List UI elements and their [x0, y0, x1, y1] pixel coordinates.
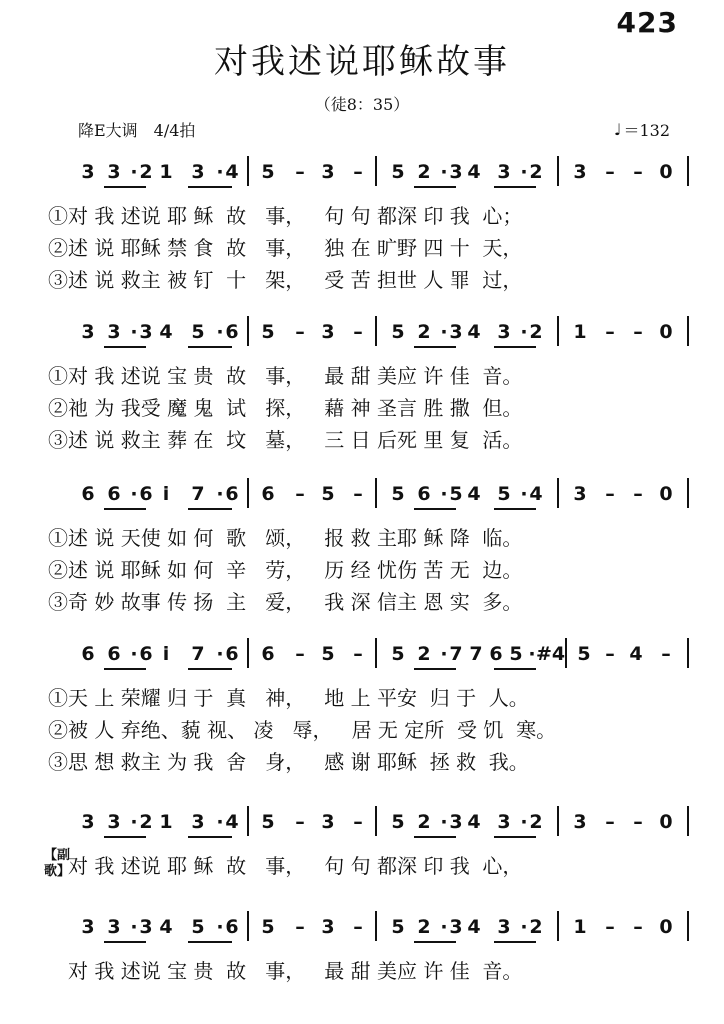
note: 3	[81, 161, 95, 183]
note: 4	[159, 321, 173, 343]
lyric-text: ①天 上 荣耀 归 于 真 神， 地 上 平安 归 于 人。	[48, 686, 529, 710]
dash: –	[633, 321, 643, 343]
note: 3	[81, 811, 95, 833]
lyric-text: ①对 我 述说 耶 稣 故 事， 句 句 都深 印 我 心；	[48, 204, 523, 228]
beam-underline	[104, 836, 146, 838]
dot: ·	[520, 321, 528, 343]
beam-underline	[414, 346, 456, 348]
lyric-text: ③思 想 救主 为 我 舍 身， 感 谢 耶稣 拯 救 我。	[48, 750, 529, 774]
hymn-number: 423	[616, 6, 678, 39]
quarter-note-icon: ♩	[613, 120, 622, 139]
beam-underline	[494, 508, 536, 510]
dash: –	[295, 483, 305, 505]
note: 4	[529, 483, 543, 505]
bar-line	[687, 156, 689, 186]
note: 6	[225, 916, 239, 938]
note: 6	[107, 643, 121, 665]
dot: ·	[520, 811, 528, 833]
lyric-text: ③述 说 救主 被 钉 十 架， 受 苦 担世 人 罪 过，	[48, 268, 523, 292]
dash: –	[633, 161, 643, 183]
dot: ·	[130, 483, 138, 505]
note: 3	[497, 161, 511, 183]
bar-line	[687, 316, 689, 346]
dash: –	[605, 483, 615, 505]
note: 6	[261, 643, 275, 665]
note: 1	[573, 916, 587, 938]
bar-line	[557, 911, 559, 941]
dash: –	[295, 643, 305, 665]
dot: ·	[520, 161, 528, 183]
note: 5	[391, 643, 405, 665]
dash: –	[661, 643, 671, 665]
beam-underline	[414, 836, 456, 838]
lyric-text: 对 我 述说 宝 贵 故 事， 最 甜 美应 许 佳 音。	[68, 959, 523, 983]
note: 3	[449, 321, 463, 343]
note: 4	[225, 161, 239, 183]
note: 3	[573, 811, 587, 833]
note: 2	[417, 321, 431, 343]
note: 7	[191, 483, 205, 505]
dot: ·	[440, 643, 448, 665]
lyric-text: 对 我 述说 耶 稣 故 事， 句 句 都深 印 我 心，	[68, 854, 523, 878]
bar-line	[375, 316, 377, 346]
tempo-value: ＝132	[623, 121, 670, 140]
notation-line	[0, 482, 724, 516]
note: 7	[449, 643, 463, 665]
beam-underline	[414, 186, 456, 188]
beam-underline	[188, 508, 232, 510]
dot: ·	[440, 321, 448, 343]
note: 5	[391, 483, 405, 505]
beam-underline	[188, 941, 232, 943]
dash: –	[605, 321, 615, 343]
dot: ·	[130, 643, 138, 665]
dash: –	[295, 811, 305, 833]
note: 0	[659, 811, 673, 833]
dot: ·	[216, 321, 224, 343]
note: 3	[497, 916, 511, 938]
dot: ·	[216, 643, 224, 665]
dash: –	[605, 916, 615, 938]
note: 4	[467, 916, 481, 938]
beam-underline	[104, 186, 146, 188]
lyric-text: ②述 说 耶稣 禁 食 故 事， 独 在 旷野 四 十 天，	[48, 236, 523, 260]
beam-underline	[104, 668, 146, 670]
beam-underline	[494, 346, 536, 348]
note: 6	[489, 643, 503, 665]
lyric-text: ②被 人 弃绝、藐 视、 凌 辱， 居 无 定所 受 饥 寒。	[48, 718, 557, 742]
dash: –	[353, 916, 363, 938]
note: 5	[391, 916, 405, 938]
note: 5	[191, 321, 205, 343]
bar-line	[247, 156, 249, 186]
note: 4	[159, 916, 173, 938]
note: i	[162, 643, 170, 665]
bar-line	[557, 806, 559, 836]
dot: ·	[130, 321, 138, 343]
beam-underline	[414, 941, 456, 943]
bar-line	[247, 478, 249, 508]
dot: ·	[216, 161, 224, 183]
dot: ·	[520, 483, 528, 505]
note: 5	[261, 916, 275, 938]
beam-underline	[104, 346, 146, 348]
note: 3	[497, 321, 511, 343]
lyric-text: ①对 我 述说 宝 贵 故 事， 最 甜 美应 许 佳 音。	[48, 364, 523, 388]
note: 3	[191, 161, 205, 183]
beam-underline	[188, 346, 232, 348]
bar-line	[687, 911, 689, 941]
key-meter: 降E大调 4/4拍	[78, 121, 196, 140]
note: 2	[417, 643, 431, 665]
note: 1	[573, 321, 587, 343]
dash: –	[353, 161, 363, 183]
note: 0	[659, 483, 673, 505]
dot: ·	[440, 811, 448, 833]
note: 1	[159, 811, 173, 833]
dot: ·	[130, 811, 138, 833]
note: 3	[139, 321, 153, 343]
bar-line	[247, 911, 249, 941]
note: 5	[321, 483, 335, 505]
page-title: 对我述说耶稣故事	[214, 42, 510, 82]
dash: –	[353, 643, 363, 665]
beam-underline	[494, 941, 536, 943]
beam-underline	[188, 836, 232, 838]
dash: –	[353, 321, 363, 343]
note: 5	[391, 161, 405, 183]
note: 3	[449, 161, 463, 183]
note: 1	[159, 161, 173, 183]
lyric-text: ③述 说 救主 葬 在 坟 墓， 三 日 后死 里 复 活。	[48, 428, 523, 452]
dash: –	[633, 811, 643, 833]
note: 2	[417, 161, 431, 183]
note: 2	[417, 811, 431, 833]
note: 7	[469, 643, 483, 665]
note: 6	[417, 483, 431, 505]
note: 3	[191, 811, 205, 833]
dash: –	[605, 161, 615, 183]
dash: –	[605, 811, 615, 833]
note: 2	[417, 916, 431, 938]
lyric-text: ①述 说 天使 如 何 歌 颂， 报 救 主耶 稣 降 临。	[48, 526, 523, 550]
note: 5	[261, 811, 275, 833]
dot: ·	[130, 916, 138, 938]
note: 3	[107, 161, 121, 183]
note: 3	[321, 321, 335, 343]
note: 6	[139, 643, 153, 665]
bar-line	[557, 156, 559, 186]
dot: ·	[440, 483, 448, 505]
notation-line	[0, 320, 724, 354]
note: 3	[107, 321, 121, 343]
note: 3	[139, 916, 153, 938]
bar-line	[565, 638, 567, 668]
dash: –	[633, 483, 643, 505]
note: 3	[107, 916, 121, 938]
notation-line	[0, 915, 724, 949]
note: 5	[391, 811, 405, 833]
bar-line	[247, 638, 249, 668]
note: 4	[467, 811, 481, 833]
dot: ·	[216, 483, 224, 505]
note: 2	[529, 916, 543, 938]
note: 4	[467, 161, 481, 183]
dash: –	[353, 483, 363, 505]
note: 5	[191, 916, 205, 938]
note: 5	[449, 483, 463, 505]
note: 5	[509, 643, 523, 665]
tempo-marking	[614, 118, 670, 141]
beam-underline	[104, 508, 146, 510]
note: 6	[107, 483, 121, 505]
note: 5	[261, 161, 275, 183]
lyric-text: ③奇 妙 故事 传 扬 主 爱， 我 深 信主 恩 实 多。	[48, 590, 523, 614]
bar-line	[557, 316, 559, 346]
notation-line	[0, 160, 724, 194]
dash: –	[295, 161, 305, 183]
note: 2	[139, 161, 153, 183]
dot: ·	[520, 916, 528, 938]
bar-line	[375, 911, 377, 941]
bar-line	[375, 806, 377, 836]
note: 4	[467, 483, 481, 505]
note: 2	[529, 811, 543, 833]
note: 5	[321, 643, 335, 665]
note: 0	[659, 161, 673, 183]
note: 3	[573, 161, 587, 183]
beam-underline	[494, 836, 536, 838]
note: i	[162, 483, 170, 505]
note: 2	[529, 161, 543, 183]
note: 6	[225, 321, 239, 343]
dash: –	[605, 643, 615, 665]
bar-line	[375, 156, 377, 186]
beam-underline	[494, 186, 536, 188]
note: 4	[629, 643, 643, 665]
note: 6	[81, 643, 95, 665]
note: 3	[573, 483, 587, 505]
beam-underline	[494, 668, 536, 670]
bar-line	[687, 806, 689, 836]
note: 4	[225, 811, 239, 833]
note: 2	[139, 811, 153, 833]
bar-line	[687, 638, 689, 668]
beam-underline	[188, 186, 232, 188]
note: 5	[497, 483, 511, 505]
note: 6	[225, 643, 239, 665]
chorus-label: 【副歌】	[44, 848, 71, 879]
dot: ·	[216, 916, 224, 938]
lyric-text: ②述 说 耶稣 如 何 辛 劳， 历 经 忧伤 苦 无 边。	[48, 558, 523, 582]
note: 2	[529, 321, 543, 343]
note: 6	[81, 483, 95, 505]
bar-line	[375, 638, 377, 668]
note: 7	[191, 643, 205, 665]
bar-line	[247, 316, 249, 346]
lyric-text: ②祂 为 我受 魔 鬼 试 探， 藉 神 圣言 胜 撒 但。	[48, 396, 523, 420]
bar-line	[687, 478, 689, 508]
note: 3	[321, 916, 335, 938]
note: 4	[467, 321, 481, 343]
notation-line	[0, 642, 724, 676]
bar-line	[375, 478, 377, 508]
note: 3	[107, 811, 121, 833]
note: 3	[449, 811, 463, 833]
note: 5	[261, 321, 275, 343]
note: #4	[536, 643, 566, 665]
dash: –	[353, 811, 363, 833]
beam-underline	[188, 668, 232, 670]
beam-underline	[104, 941, 146, 943]
note: 3	[449, 916, 463, 938]
dot: ·	[440, 916, 448, 938]
note: 3	[497, 811, 511, 833]
notation-line	[0, 810, 724, 844]
note: 6	[139, 483, 153, 505]
note: 3	[81, 916, 95, 938]
bar-line	[247, 806, 249, 836]
note: 0	[659, 916, 673, 938]
note: 6	[261, 483, 275, 505]
note: 3	[321, 811, 335, 833]
note: 0	[659, 321, 673, 343]
dash: –	[295, 321, 305, 343]
dot: ·	[528, 643, 536, 665]
dot: ·	[130, 161, 138, 183]
note: 5	[577, 643, 591, 665]
beam-underline	[414, 668, 456, 670]
note: 5	[391, 321, 405, 343]
note: 3	[81, 321, 95, 343]
dot: ·	[440, 161, 448, 183]
dot: ·	[216, 811, 224, 833]
dash: –	[633, 916, 643, 938]
bar-line	[557, 478, 559, 508]
beam-underline	[414, 508, 456, 510]
scripture-reference: （徒8：35）	[314, 95, 410, 114]
note: 3	[321, 161, 335, 183]
note: 6	[225, 483, 239, 505]
dash: –	[295, 916, 305, 938]
